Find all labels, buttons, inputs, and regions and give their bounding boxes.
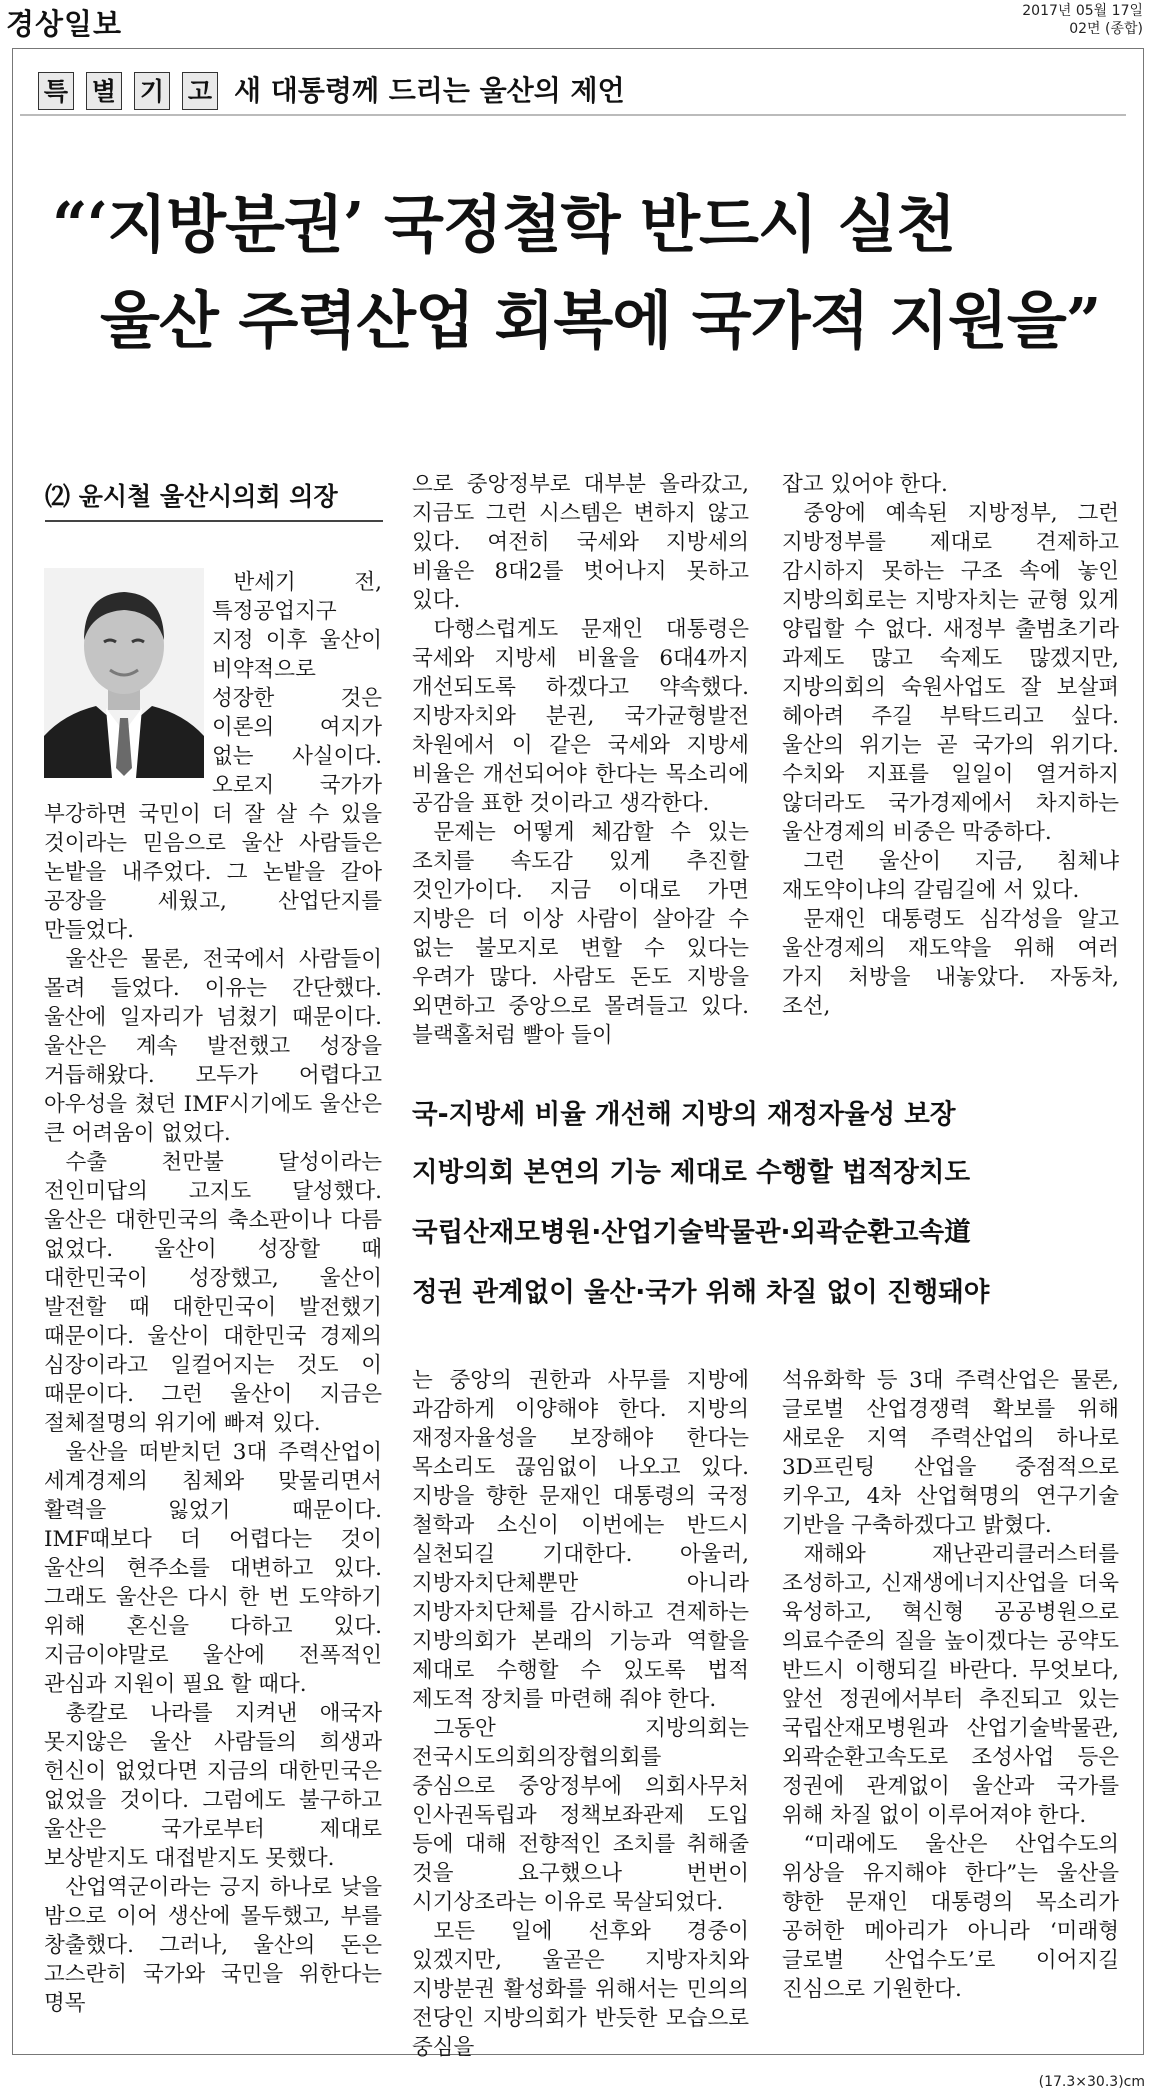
issue-page: 02면 (종합) — [1069, 21, 1143, 37]
kicker-char-1: 특 — [38, 72, 74, 110]
paragraph: 다행스럽게도 문재인 대통령은 국세와 지방세 비율을 6대4까지 개선되도록 하겠다고 약속했다. 지방자치와 분권, 국가균형발전 차원에서 이 같은 국세와 지방세 비율은 개선되어야 한다는 목소리에 공감을 표한 것이라고 생각한다. — [412, 617, 749, 816]
paragraph: 문재인 대통령도 심각성을 알고 울산경제의 재도약을 위해 여러 가지 처방을 내놓았다. 자동차, 조선, — [782, 907, 1119, 1019]
pull-quote-2: 지방의회 본연의 기능 제대로 수행할 법적장치도 — [412, 1157, 971, 1188]
paragraph: 는 중앙의 권한과 사무를 지방에 과감하게 이양해야 한다. 지방의 재정자율성을 보장해야 한다는 목소리도 끊임없이 나오고 있다. 지방을 향한 문재인 대통령의 국정 철학과 소신이 이번에는 반드시 실천되길 기대한다. 아울러, 지방자치단체뿐만 아니라 지방자치단체를 감시하고 견제하는 지방의회가 본래의 기능과 역할을 제대로 수행할 수 있도록 법적 제도적 장치를 마련해 줘야 한다. — [412, 1368, 749, 1712]
paragraph: 재해와 재난관리클러스터를 조성하고, 신재생에너지산업을 더욱 육성하고, 혁신형 공공병원으로 의료수준의 질을 높이겠다는 공약도 반드시 이행되길 바란다. 무엇보다, 앞선 정권에서부터 추진되고 있는 국립산재모병원과 산업기술박물관, 외곽순환고속도로 조성사업 등은 정권에 관계없이 울산과 국가를 위해 차질 없이 이루어져야 한다. — [782, 1542, 1119, 1828]
paragraph: 반세기 전, 특정공업지구 지정 이후 울산이 비약적으로 성장한 것은 이론의 여지가 없는 사실이다. 오로지 국가가 부강하면 국민이 더 잘 살 수 있을 것이라는 믿음으로 울산 사람들은 논밭을 내주었다. 그 논밭을 갈아 공장을 세웠고, 산업단지를 만들었다. — [44, 570, 382, 943]
paragraph: 석유화학 등 3대 주력산업은 물론, 글로벌 산업경쟁력 확보를 위해 새로운 지역 주력산업의 하나로 3D프린팅 산업을 중점적으로 키우고, 4차 산업혁명의 연구기술 기반을 구축하겠다고 밝혔다. — [782, 1368, 1119, 1538]
pull-quote-1: 국-지방세 비율 개선해 지방의 재정자율성 보장 — [412, 1099, 956, 1130]
photo-wrap-spacer — [44, 568, 212, 782]
paragraph: 수출 천만불 달성이라는 전인미답의 고지도 달성했다. 울산은 대한민국의 축소판이나 다름 없었다. 울산이 성장할 때 대한민국이 성장했고, 울산이 발전할 때 대한민국이 발전했기 때문이다. 울산이 대한민국 경제의 심장이라고 일컬어지는 것도 이 때문이다. 그런 울산이 지금은 절체절명의 위기에 빠져 있다. — [44, 1150, 382, 1436]
paragraph: 총칼로 나라를 지켜낸 애국자 못지않은 울산 사람들의 희생과 헌신이 없었다면 지금의 대한민국은 없었을 것이다. 그럼에도 불구하고 울산은 국가로부터 제대로 보상받지도 대접받지도 못했다. — [44, 1701, 382, 1871]
paragraph: 산업역군이라는 긍지 하나로 낮을 밤으로 이어 생산에 몰두했고, 부를 창출했다. 그러나, 울산의 돈은 고스란히 국가와 국민을 위한다는 명목 — [44, 1875, 382, 2016]
paragraph: 그동안 지방의회는 전국시도의회의장협의회를 중심으로 중앙정부에 의회사무처 인사권독립과 정책보좌관제 도입 등에 대해 전향적인 조치를 취해줄 것을 요구했으나 번번이 시기상조라는 이유로 묵살되었다. — [412, 1716, 749, 1915]
column-2-top — [412, 470, 749, 1050]
newspaper-masthead: 경상일보 — [6, 7, 123, 41]
column-2-bottom — [412, 1366, 749, 2062]
issue-meta — [1022, 2, 1143, 38]
paragraph: 울산을 떠받치던 3대 주력산업이 세계경제의 침체와 맞물리면서 활력을 잃었기 때문이다. IMF때보다 더 어렵다는 것이 울산의 현주소를 대변하고 있다. 그래도 울산은 다시 한 번 도약하기 위해 혼신을 다하고 있다. 지금이야말로 울산에 전폭적인 관심과 지원이 필요 할 때다. — [44, 1440, 382, 1697]
byline: ⑵ 윤시철 울산시의회 의장 — [45, 478, 383, 522]
paragraph: 잡고 있어야 한다. — [782, 472, 948, 497]
paragraph: 으로 중앙정부로 대부분 올라갔고, 지금도 그런 시스템은 변하지 않고 있다. 여전히 국세와 지방세의 비율은 8대2를 벗어나지 못하고 있다. — [412, 472, 749, 613]
paragraph: 모든 일에 선후와 경중이 있겠지만, 울곧은 지방자치와 지방분권 활성화를 위해서는 민의의 전당인 지방의회가 반듯한 모습으로 중심을 — [412, 1919, 749, 2060]
kicker-subtitle: 새 대통령께 드리는 울산의 제언 — [234, 74, 625, 107]
column-3-top — [782, 470, 1119, 1021]
column-3-bottom — [782, 1366, 1119, 2004]
column-1-top — [44, 568, 382, 2018]
paragraph: 울산은 물론, 전국에서 사람들이 몰려 들었다. 이유는 간단했다. 울산에 일자리가 넘쳤기 때문이다. 울산은 계속 발전했고 성장을 거듭해왔다. 모두가 어렵다고 아우성을 쳤던 IMF시기에도 울산은 큰 어려움이 없었다. — [44, 947, 382, 1146]
issue-date: 2017년 05월 17일 — [1022, 3, 1143, 19]
paragraph: “미래에도 울산은 산업수도의 위상을 유지해야 한다”는 울산을 향한 문재인 대통령의 목소리가 공허한 메아리가 아니라 ‘미래형 글로벌 산업수도’로 이어지길 진심으로 기원한다. — [782, 1832, 1119, 2002]
pull-quote-3: 국립산재모병원·산업기술박물관·외곽순환고속道 — [412, 1217, 971, 1248]
paragraph: 문제는 어떻게 체감할 수 있는 조치를 속도감 있게 추진할 것인가이다. 지금 이대로 가면 지방은 더 이상 사람이 살아갈 수 없는 불모지로 변할 수 있다는 우려가 많다. 사람도 돈도 지방을 외면하고 중앙으로 몰려들고 있다. 블랙홀처럼 빨아 들이 — [412, 820, 749, 1048]
paragraph: 그런 울산이 지금, 침체냐 재도약이냐의 갈림길에 서 있다. — [782, 849, 1119, 903]
kicker-char-3: 기 — [134, 72, 170, 110]
pull-quote-4: 정권 관계없이 울산·국가 위해 차질 없이 진행돼야 — [412, 1277, 990, 1308]
paragraph: 중앙에 예속된 지방정부, 그런 지방정부를 제대로 견제하고 감시하지 못하는 구조 속에 놓인 지방의회로는 지방자치는 균형 있게 양립할 수 없다. 새정부 출범초기라 과제도 많고 숙제도 많겠지만, 지방의회의 숙원사업도 잘 보살펴 헤아려 주길 부탁드리고 싶다. 울산의 위기는 곧 국가의 위기다. 수치와 지표를 일일이 열거하지 않더라도 국가경제에서 차지하는 울산경제의 비중은 막중하다. — [782, 501, 1119, 845]
kicker-char-4: 고 — [182, 72, 218, 110]
kicker-char-2: 별 — [86, 72, 122, 110]
headline-line-1: “‘지방분권’ 국정철학 반드시 실천 — [52, 188, 956, 261]
headline-line-2: 울산 주력산업 회복에 국가적 지원을” — [100, 284, 1101, 357]
article-size-note: (17.3×30.3)cm — [1038, 2074, 1145, 2090]
